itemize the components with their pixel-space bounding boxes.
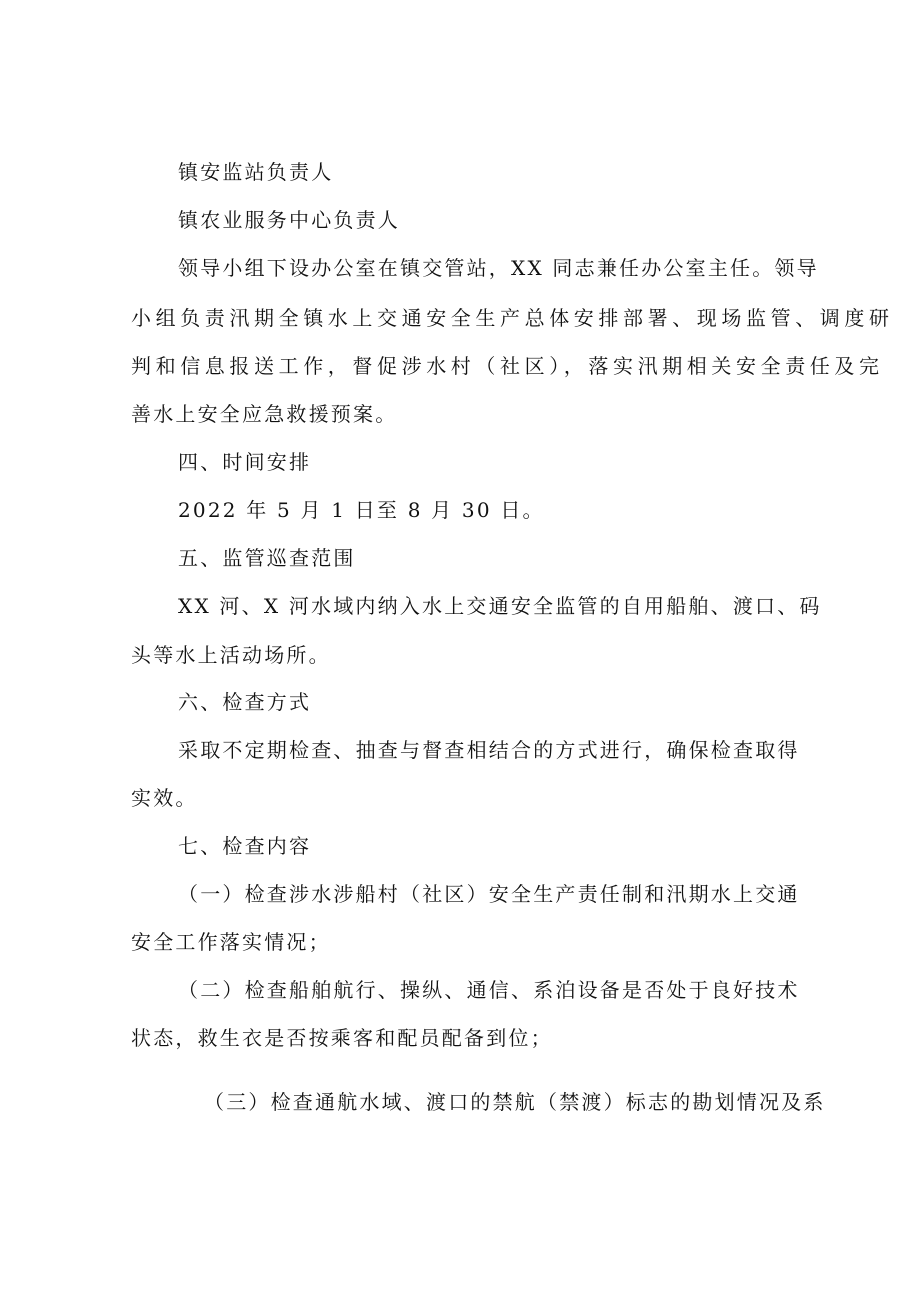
paragraph-line: 头等水上活动场所。 bbox=[131, 643, 331, 667]
section-heading: 七、检查内容 bbox=[178, 834, 312, 858]
paragraph-line: 善水上安全应急救援预案。 bbox=[131, 402, 398, 426]
paragraph-line: XX 河、X 河水域内纳入水上交通安全监管的自用船舶、渡口、码 bbox=[178, 594, 822, 618]
paragraph-line: 判和信息报送工作，督促涉水村（社区），落实汛期相关安全责任及完 bbox=[131, 354, 884, 378]
paragraph-line: 安全工作落实情况； bbox=[131, 930, 331, 954]
text-line: 镇安监站负责人 bbox=[178, 160, 334, 184]
paragraph-line: （二）检查船舶航行、操纵、通信、系泊设备是否处于良好技术 bbox=[178, 978, 800, 1002]
paragraph-line: 小组负责汛期全镇水上交通安全生产总体安排部署、现场监管、调度研 bbox=[131, 306, 894, 330]
paragraph-line: 实效。 bbox=[131, 786, 198, 810]
paragraph-line: （一）检查涉水涉船村（社区）安全生产责任制和汛期水上交通 bbox=[178, 882, 800, 906]
paragraph-line: 采取不定期检查、抽查与督查相结合的方式进行，确保检查取得 bbox=[178, 738, 800, 762]
paragraph-line: 领导小组下设办公室在镇交管站，XX 同志兼任办公室主任。领导 bbox=[178, 256, 819, 280]
section-heading: 五、监管巡查范围 bbox=[178, 546, 356, 570]
text-line: 2022 年 5 月 1 日至 8 月 30 日。 bbox=[178, 498, 545, 522]
section-heading: 六、检查方式 bbox=[178, 690, 312, 714]
section-heading: 四、时间安排 bbox=[178, 450, 312, 474]
paragraph-line: （三）检查通航水域、渡口的禁航（禁渡）标志的勘划情况及系 bbox=[204, 1090, 826, 1114]
paragraph-line: 状态，救生衣是否按乘客和配员配备到位； bbox=[131, 1026, 553, 1050]
text-line: 镇农业服务中心负责人 bbox=[178, 208, 400, 232]
